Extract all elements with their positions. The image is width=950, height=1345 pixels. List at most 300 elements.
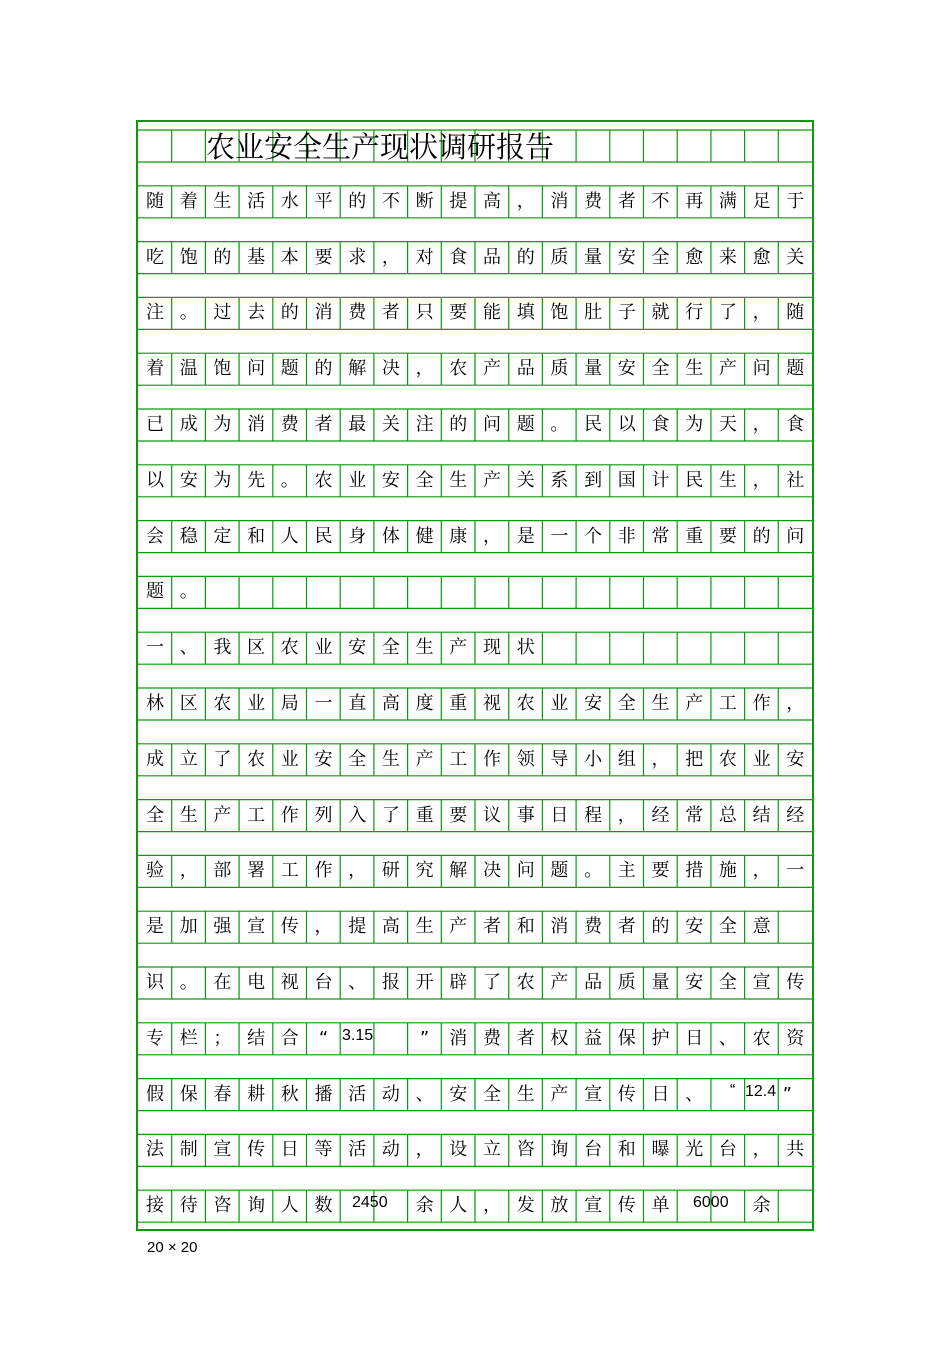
char-cell: 农 [280, 637, 299, 659]
char-cell: 愈 [752, 246, 771, 268]
char-cell: 品 [516, 358, 535, 380]
char-cell: 。 [179, 302, 198, 324]
char-cell: 议 [483, 804, 501, 826]
char-cell: 业 [247, 693, 266, 714]
char-cell: 的 [213, 246, 232, 268]
char-cell: 解 [449, 860, 468, 882]
char-cell: 基 [247, 246, 266, 268]
char-cell: 主 [617, 860, 636, 882]
char-cell: 一 [314, 693, 333, 714]
char-cell: 以 [617, 414, 636, 435]
char-cell: 的 [314, 358, 333, 380]
char-cell: 决 [381, 358, 400, 380]
char-cell [273, 573, 307, 611]
char-cell [576, 629, 610, 667]
char-cell: 栏 [179, 1027, 198, 1049]
char-cell: 假 [146, 1083, 164, 1105]
char-cell: 安 [617, 246, 636, 268]
char-cell [374, 1020, 408, 1058]
char-cell: 作 [280, 804, 299, 826]
char-cell: 入 [348, 804, 367, 826]
char-cell: 要 [449, 302, 468, 324]
char-cell: 肚 [584, 302, 603, 324]
char-cell: 部 [213, 860, 232, 882]
number-3-15: 3.15 [342, 1027, 374, 1044]
char-cell: 者 [617, 190, 636, 212]
char-cell: 要 [718, 525, 737, 547]
char-cell: 活 [247, 190, 266, 212]
char-cell: ， [415, 358, 434, 380]
char-cell: 传 [617, 1195, 636, 1217]
char-cell: 咨 [516, 1139, 535, 1161]
char-cell: 单 [651, 1195, 670, 1217]
char-cell [644, 629, 678, 667]
char-cell: 成 [179, 414, 198, 435]
char-cell: 是 [516, 525, 535, 547]
char-cell: 来 [718, 246, 737, 268]
char-cell: 生 [213, 190, 232, 212]
char-cell: 到 [584, 469, 603, 491]
char-cell: 业 [550, 693, 569, 714]
char-cell: 题 [550, 860, 569, 882]
char-cell: 饱 [179, 246, 198, 268]
char-cell: 成 [146, 748, 164, 770]
char-cell: 饱 [550, 302, 569, 324]
char-cell: 宣 [247, 916, 266, 938]
text-row [138, 964, 814, 1002]
char-cell: 益 [584, 1027, 603, 1049]
char-cell: 。 [280, 469, 299, 491]
char-cell: 的 [449, 414, 468, 435]
char-cell: 一 [146, 637, 164, 659]
char-cell: 人 [280, 1195, 299, 1217]
char-cell: 者 [314, 414, 333, 435]
char-cell: 全 [651, 246, 670, 268]
char-cell: 全 [348, 748, 367, 770]
char-cell: 业 [348, 469, 367, 491]
char-cell: 产 [718, 358, 737, 380]
char-cell: 安 [348, 637, 367, 659]
char-cell: 林 [146, 693, 164, 714]
char-cell: 工 [247, 804, 266, 826]
char-cell: 曝 [651, 1139, 670, 1161]
char-cell: 对 [415, 246, 434, 268]
char-cell: 专 [146, 1027, 164, 1049]
char-cell: 农 [247, 748, 266, 770]
char-cell: 消 [247, 414, 266, 435]
char-cell: 的 [348, 190, 367, 212]
char-cell: 产 [550, 1083, 569, 1105]
char-cell: 。 [584, 860, 603, 882]
char-cell [542, 629, 576, 667]
char-cell: 人 [280, 525, 299, 547]
char-cell: 者 [381, 302, 400, 324]
char-cell: 开 [415, 972, 434, 993]
char-cell: 题 [786, 358, 805, 380]
char-cell: 。 [179, 581, 198, 603]
char-cell: 宣 [584, 1083, 603, 1105]
char-cell: ， [752, 302, 771, 324]
char-cell: 断 [415, 190, 434, 212]
char-cell: 全 [718, 916, 737, 938]
char-cell: 定 [213, 525, 232, 547]
char-cell: 体 [381, 525, 400, 547]
char-cell: 农 [449, 358, 468, 380]
char-cell: 注 [415, 414, 434, 435]
char-cell: 不 [651, 190, 670, 212]
char-cell: ， [752, 1139, 771, 1161]
text-row [138, 908, 814, 946]
char-cell [542, 573, 576, 611]
char-cell: 经 [651, 804, 670, 826]
char-cell: 农 [516, 972, 535, 993]
char-cell: 辟 [449, 972, 468, 993]
char-cell: 着 [179, 190, 198, 212]
char-cell: 春 [213, 1083, 232, 1105]
char-cell [711, 573, 745, 611]
char-cell: 结 [752, 804, 771, 826]
char-cell: 关 [381, 414, 400, 435]
char-cell: 提 [449, 190, 468, 212]
char-cell: 全 [146, 804, 164, 826]
char-cell: 制 [179, 1139, 198, 1161]
char-cell: 高 [483, 190, 501, 212]
char-cell: 量 [584, 246, 603, 268]
char-cell: 经 [786, 804, 805, 826]
char-cell: 农 [516, 693, 535, 714]
char-cell: 强 [213, 916, 232, 938]
char-cell: 解 [348, 358, 367, 380]
char-cell: 等 [314, 1139, 333, 1161]
char-cell: 度 [415, 693, 434, 714]
char-cell: 播 [314, 1083, 333, 1105]
char-cell: 法 [146, 1139, 164, 1161]
char-cell: ， [752, 414, 771, 435]
char-cell: ； [213, 1027, 232, 1049]
number-2450: 2450 [352, 1194, 388, 1211]
char-cell: 区 [247, 637, 266, 659]
char-cell: 子 [617, 302, 636, 324]
char-cell: 就 [651, 302, 670, 324]
char-cell: 生 [415, 637, 434, 659]
char-cell: 、 [415, 1083, 434, 1105]
char-cell: 过 [213, 302, 232, 324]
char-cell: 题 [516, 414, 535, 435]
char-cell: 工 [449, 748, 468, 770]
char-cell: 全 [483, 1083, 501, 1105]
char-cell: 者 [516, 1027, 535, 1049]
char-cell: 要 [449, 804, 468, 826]
char-cell: 总 [718, 804, 737, 826]
char-cell: 能 [483, 302, 501, 324]
char-cell: 业 [280, 748, 299, 770]
char-cell [644, 573, 678, 611]
char-cell: 康 [449, 525, 468, 547]
text-row [138, 462, 814, 500]
char-cell [610, 629, 644, 667]
char-cell: 费 [348, 302, 367, 324]
char-cell: 放 [550, 1195, 569, 1217]
text-row [138, 741, 814, 779]
char-cell: 台 [718, 1139, 737, 1161]
char-cell: 问 [483, 414, 501, 435]
char-cell: 生 [718, 469, 737, 491]
char-cell: 究 [415, 860, 434, 882]
char-cell: 保 [617, 1027, 636, 1049]
char-cell: 活 [348, 1083, 367, 1105]
char-cell [677, 629, 711, 667]
char-cell: 者 [483, 916, 501, 938]
char-cell: ， [483, 525, 501, 547]
char-cell: 区 [179, 693, 198, 714]
char-cell: 消 [550, 916, 569, 938]
text-row [138, 1131, 814, 1169]
number-12-4: 12.4 [745, 1083, 777, 1100]
document-title: 农业安全生产现状调研报告 [206, 130, 555, 164]
char-cell: 了 [213, 748, 232, 770]
char-cell: 一 [550, 525, 569, 547]
text-row [138, 294, 814, 332]
char-cell: 安 [449, 1083, 468, 1105]
char-cell [711, 1076, 745, 1114]
char-cell: 宣 [213, 1139, 232, 1161]
char-cell: 日 [651, 1083, 670, 1105]
char-cell: 、 [348, 972, 367, 993]
char-cell: 填 [516, 302, 535, 324]
char-cell: 愈 [685, 246, 704, 268]
char-cell: 重 [415, 804, 434, 826]
char-cell: 安 [786, 748, 805, 770]
char-cell [475, 573, 509, 611]
text-row [138, 183, 814, 221]
char-cell: 天 [718, 414, 737, 435]
char-cell [745, 573, 779, 611]
char-cell [205, 573, 239, 611]
char-cell: 共 [786, 1139, 805, 1161]
char-cell [441, 573, 475, 611]
char-cell: ， [179, 860, 198, 882]
char-cell: 注 [146, 302, 164, 324]
char-cell: 安 [314, 748, 333, 770]
char-cell: 问 [247, 358, 266, 380]
char-cell: 直 [348, 693, 367, 714]
char-cell: ” [419, 1027, 430, 1049]
char-cell: 产 [415, 748, 434, 770]
char-cell: 工 [718, 693, 737, 714]
char-cell: 国 [617, 469, 636, 491]
char-cell: 不 [381, 190, 400, 212]
char-cell: 宣 [584, 1195, 603, 1217]
char-cell: ， [314, 916, 333, 938]
char-cell: 产 [483, 358, 501, 380]
char-cell: 传 [786, 972, 805, 993]
char-cell: 电 [247, 972, 266, 993]
char-cell: 安 [179, 469, 198, 491]
char-cell: 在 [213, 972, 232, 993]
char-cell: 状 [516, 637, 535, 659]
char-cell [408, 573, 442, 611]
char-cell: 先 [247, 469, 266, 491]
char-cell: 质 [550, 358, 569, 380]
char-cell: 领 [516, 748, 535, 770]
char-cell: 程 [584, 804, 603, 826]
char-cell: 产 [449, 637, 468, 659]
char-cell: 余 [752, 1195, 771, 1217]
char-cell: 业 [752, 748, 771, 770]
text-row [138, 406, 814, 444]
char-cell: 了 [483, 972, 501, 993]
char-cell [576, 573, 610, 611]
char-cell: 质 [550, 246, 569, 268]
char-cell: 台 [314, 972, 333, 993]
char-cell: 安 [685, 916, 704, 938]
char-cell: 日 [550, 804, 569, 826]
char-cell: 台 [584, 1139, 603, 1161]
char-cell: 产 [685, 693, 704, 714]
text-row [138, 1076, 814, 1114]
char-cell: 全 [718, 972, 737, 993]
char-cell: 食 [449, 246, 468, 268]
char-cell: 署 [247, 860, 266, 882]
char-cell [745, 629, 779, 667]
char-cell [778, 573, 812, 611]
char-cell: 要 [314, 246, 333, 268]
char-cell: 稳 [179, 525, 198, 547]
char-cell: 再 [685, 190, 704, 212]
char-cell: 为 [213, 469, 232, 491]
char-cell [778, 629, 812, 667]
char-cell: 了 [381, 804, 400, 826]
char-cell [509, 573, 543, 611]
char-cell: 本 [280, 246, 299, 268]
char-cell [778, 1187, 812, 1225]
char-cell: 水 [280, 190, 299, 212]
char-cell: 随 [786, 302, 805, 324]
char-cell: 平 [314, 190, 333, 212]
char-cell: 安 [381, 469, 400, 491]
char-cell: 消 [314, 302, 333, 324]
char-cell: 研 [381, 860, 400, 882]
char-cell: 日 [280, 1139, 299, 1161]
char-cell: 着 [146, 358, 164, 380]
char-cell: 重 [685, 525, 704, 547]
char-cell: 视 [280, 972, 299, 993]
char-cell: 费 [483, 1027, 501, 1049]
char-cell: 询 [247, 1195, 266, 1217]
char-cell: 满 [718, 190, 737, 212]
char-cell: ， [381, 246, 400, 268]
text-row [138, 629, 814, 667]
char-cell: 质 [617, 972, 636, 993]
text-row [138, 1020, 814, 1058]
char-cell: 去 [247, 302, 266, 324]
number-6000: 6000 [693, 1194, 729, 1211]
char-cell: 全 [415, 469, 434, 491]
char-cell: 者 [617, 916, 636, 938]
char-cell: 高 [381, 693, 400, 714]
char-cell: 光 [685, 1139, 704, 1161]
char-cell: ， [752, 860, 771, 882]
char-cell [677, 573, 711, 611]
char-cell: 发 [516, 1195, 535, 1217]
char-cell: 题 [280, 358, 299, 380]
char-cell [340, 573, 374, 611]
char-cell: 要 [651, 860, 670, 882]
char-cell: 现 [483, 637, 501, 659]
char-cell [610, 573, 644, 611]
char-cell: 业 [314, 637, 333, 659]
char-cell: 作 [483, 748, 501, 770]
text-row [138, 239, 814, 277]
char-cell: 合 [280, 1027, 299, 1049]
char-cell: 求 [348, 246, 367, 268]
char-cell: ， [516, 190, 535, 212]
char-cell: 询 [550, 1139, 569, 1161]
char-cell: 生 [381, 748, 400, 770]
char-cell: 系 [550, 469, 569, 491]
char-cell: 足 [752, 190, 771, 212]
char-cell: 随 [146, 190, 164, 212]
char-cell: ， [415, 1139, 434, 1161]
char-cell: 、 [685, 1083, 704, 1105]
char-cell: 民 [685, 469, 704, 491]
char-cell: 人 [449, 1195, 468, 1217]
char-cell: 问 [786, 525, 805, 547]
char-cell: 行 [685, 302, 704, 324]
char-cell: 余 [415, 1195, 434, 1217]
char-cell: 农 [718, 748, 737, 770]
char-cell: 最 [348, 414, 367, 435]
char-cell: 加 [179, 916, 198, 938]
char-cell: 已 [146, 414, 164, 435]
char-cell: 权 [550, 1027, 569, 1049]
char-cell: 健 [415, 525, 434, 547]
char-cell: 全 [651, 358, 670, 380]
char-cell: 以 [146, 469, 164, 491]
char-cell: 费 [584, 190, 603, 212]
char-cell: 和 [247, 525, 266, 547]
char-cell: ， [348, 860, 367, 882]
char-cell: 结 [247, 1027, 266, 1049]
char-cell: 宣 [752, 972, 771, 993]
text-row [138, 852, 814, 890]
char-cell: 视 [483, 693, 501, 714]
char-cell: ， [483, 1195, 501, 1217]
grid-size-label: 20 × 20 [147, 1239, 198, 1256]
char-cell: 传 [280, 916, 299, 938]
char-cell: 导 [550, 748, 569, 770]
char-cell: 产 [213, 804, 232, 826]
char-cell: 的 [752, 525, 771, 547]
char-cell: 温 [179, 358, 198, 380]
char-cell: 农 [314, 469, 333, 491]
char-cell: 安 [617, 358, 636, 380]
char-cell: 我 [213, 637, 232, 659]
open-quote: “ [730, 1082, 736, 1099]
char-cell: 局 [280, 693, 299, 714]
char-cell: 动 [381, 1139, 400, 1161]
text-row [138, 797, 814, 835]
char-cell: 秋 [280, 1083, 299, 1105]
char-cell: 小 [584, 748, 603, 770]
char-cell: 验 [146, 860, 164, 882]
char-cell: 提 [348, 916, 367, 938]
char-cell [307, 573, 341, 611]
char-cell: 身 [348, 525, 367, 547]
char-cell: 。 [179, 972, 198, 993]
char-cell: 措 [685, 860, 704, 882]
char-cell: ， [786, 693, 805, 714]
